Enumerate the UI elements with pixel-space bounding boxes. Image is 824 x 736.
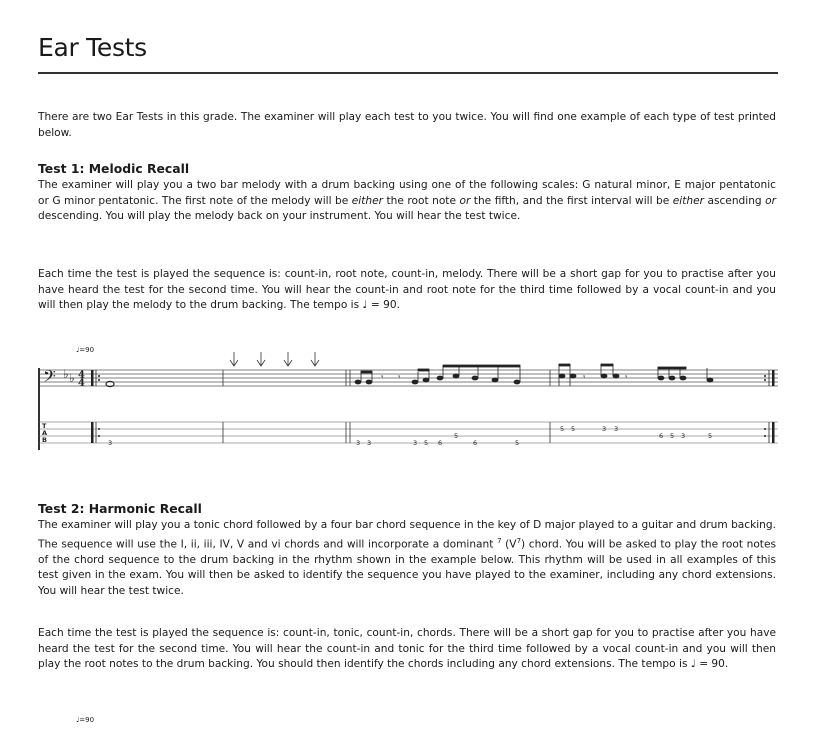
bass-clef-icon: 𝄢 <box>43 366 56 390</box>
tab-number: 3 <box>356 439 361 447</box>
tab-number: 3 <box>413 439 418 447</box>
flat-icon: ♭ <box>63 367 69 381</box>
harmonic-recall-notation <box>38 712 778 732</box>
tab-label-t: T <box>42 422 47 430</box>
repeat-end <box>772 370 775 386</box>
notation-svg <box>38 340 778 452</box>
repeat-start <box>91 370 94 386</box>
test2-heading: Test 2: Harmonic Recall <box>38 501 202 516</box>
time-signature-top: 4 <box>78 370 85 381</box>
tempo-mark: ♩=90 <box>76 716 95 724</box>
tab-number: 5 <box>708 432 713 440</box>
svg-text:𝄾: 𝄾 <box>625 373 628 383</box>
test2-paragraph-1: The examiner will play you a tonic chord followed by a four bar chord sequence in the key of D major played to a guitar and drum backing. The sequence will use the I, ii, iii, IV, V and vi chords and will incorporate a dominant $^7$ $(V^7)$ chord. You will be asked to play the root notes of the chord sequence to the drum backing in the rhythm shown in the example below. This rhythm will be used in all examples of this test given in the exam. You will then be asked to identify the sequence you have played to the examiner, including any chord extensions. You will hear the test twice. <box>38 519 777 597</box>
tab-number: 6 <box>659 432 664 440</box>
tab-label-a: A <box>42 429 48 437</box>
bar3-notes <box>355 365 520 384</box>
slash-heads <box>230 352 319 366</box>
standard-staff <box>38 370 778 386</box>
tab-number: 5 <box>454 432 459 440</box>
svg-text:𝄾: 𝄾 <box>381 373 384 383</box>
tab-staff <box>38 422 778 443</box>
tab-number: 3 <box>108 439 113 447</box>
test1-paragraph-1: The examiner will play you a two bar melody with a drum backing using one of the following scales: G natural minor, E major pentatonic or G minor pentatonic. The first note of the melody will be either the root note or the fifth, and the first interval will be either ascending or descending. You will play the melody back on your instrument. You will hear the test twice. <box>38 179 776 222</box>
flat-icon: ♭ <box>69 371 75 385</box>
title-rule <box>38 72 778 74</box>
tab-number: 5 <box>571 425 576 433</box>
melodic-recall-notation <box>38 340 778 452</box>
tab-number: 3 <box>367 439 372 447</box>
svg-text:𝄾: 𝄾 <box>583 373 586 383</box>
time-signature-bottom: 4 <box>78 378 85 389</box>
tab-number: 6 <box>473 439 478 447</box>
tab-number: 5 <box>515 439 520 447</box>
tempo-mark: ♩=90 <box>76 346 95 354</box>
tab-number: 3 <box>614 425 619 433</box>
test1-paragraph-2: Each time the test is played the sequence is: count-in, root note, count-in, melody. There will be a short gap for you to practise after you have heard the test for the second time. You will hear the count-in and root note for the third time followed by a vocal count-in and you will then play the melody to the drum backing. The tempo is ♩ = 90. <box>38 268 776 311</box>
page-title: Ear Tests <box>38 33 147 62</box>
svg-text:𝄾: 𝄾 <box>398 373 401 383</box>
test1-heading: Test 1: Melodic Recall <box>38 161 190 176</box>
tab-number: 3 <box>681 432 686 440</box>
tab-number: 3 <box>602 425 607 433</box>
tab-number: 5 <box>670 432 675 440</box>
tab-number: 5 <box>424 439 429 447</box>
tab-number: 5 <box>560 425 565 433</box>
intro-paragraph: There are two Ear Tests in this grade. The examiner will play each test to you twice. You will find one example of each type of test printed below. <box>38 111 776 139</box>
system-bracket <box>38 368 40 450</box>
test2-paragraph-2: Each time the test is played the sequence is: count-in, tonic, count-in, chords. There will be a short gap for you to practise after you have heard the test for the second time. You will hear the count-in and tonic for the third time followed by a vocal count-in and you will then play the root notes to the drum backing. You should then identify the chords including any chord extensions. The tempo is ♩ = 90. <box>38 627 776 670</box>
notation-svg-2 <box>38 712 778 732</box>
bar4-notes <box>559 364 713 386</box>
tab-label-b: B <box>42 436 47 444</box>
tab-number: 6 <box>438 439 443 447</box>
